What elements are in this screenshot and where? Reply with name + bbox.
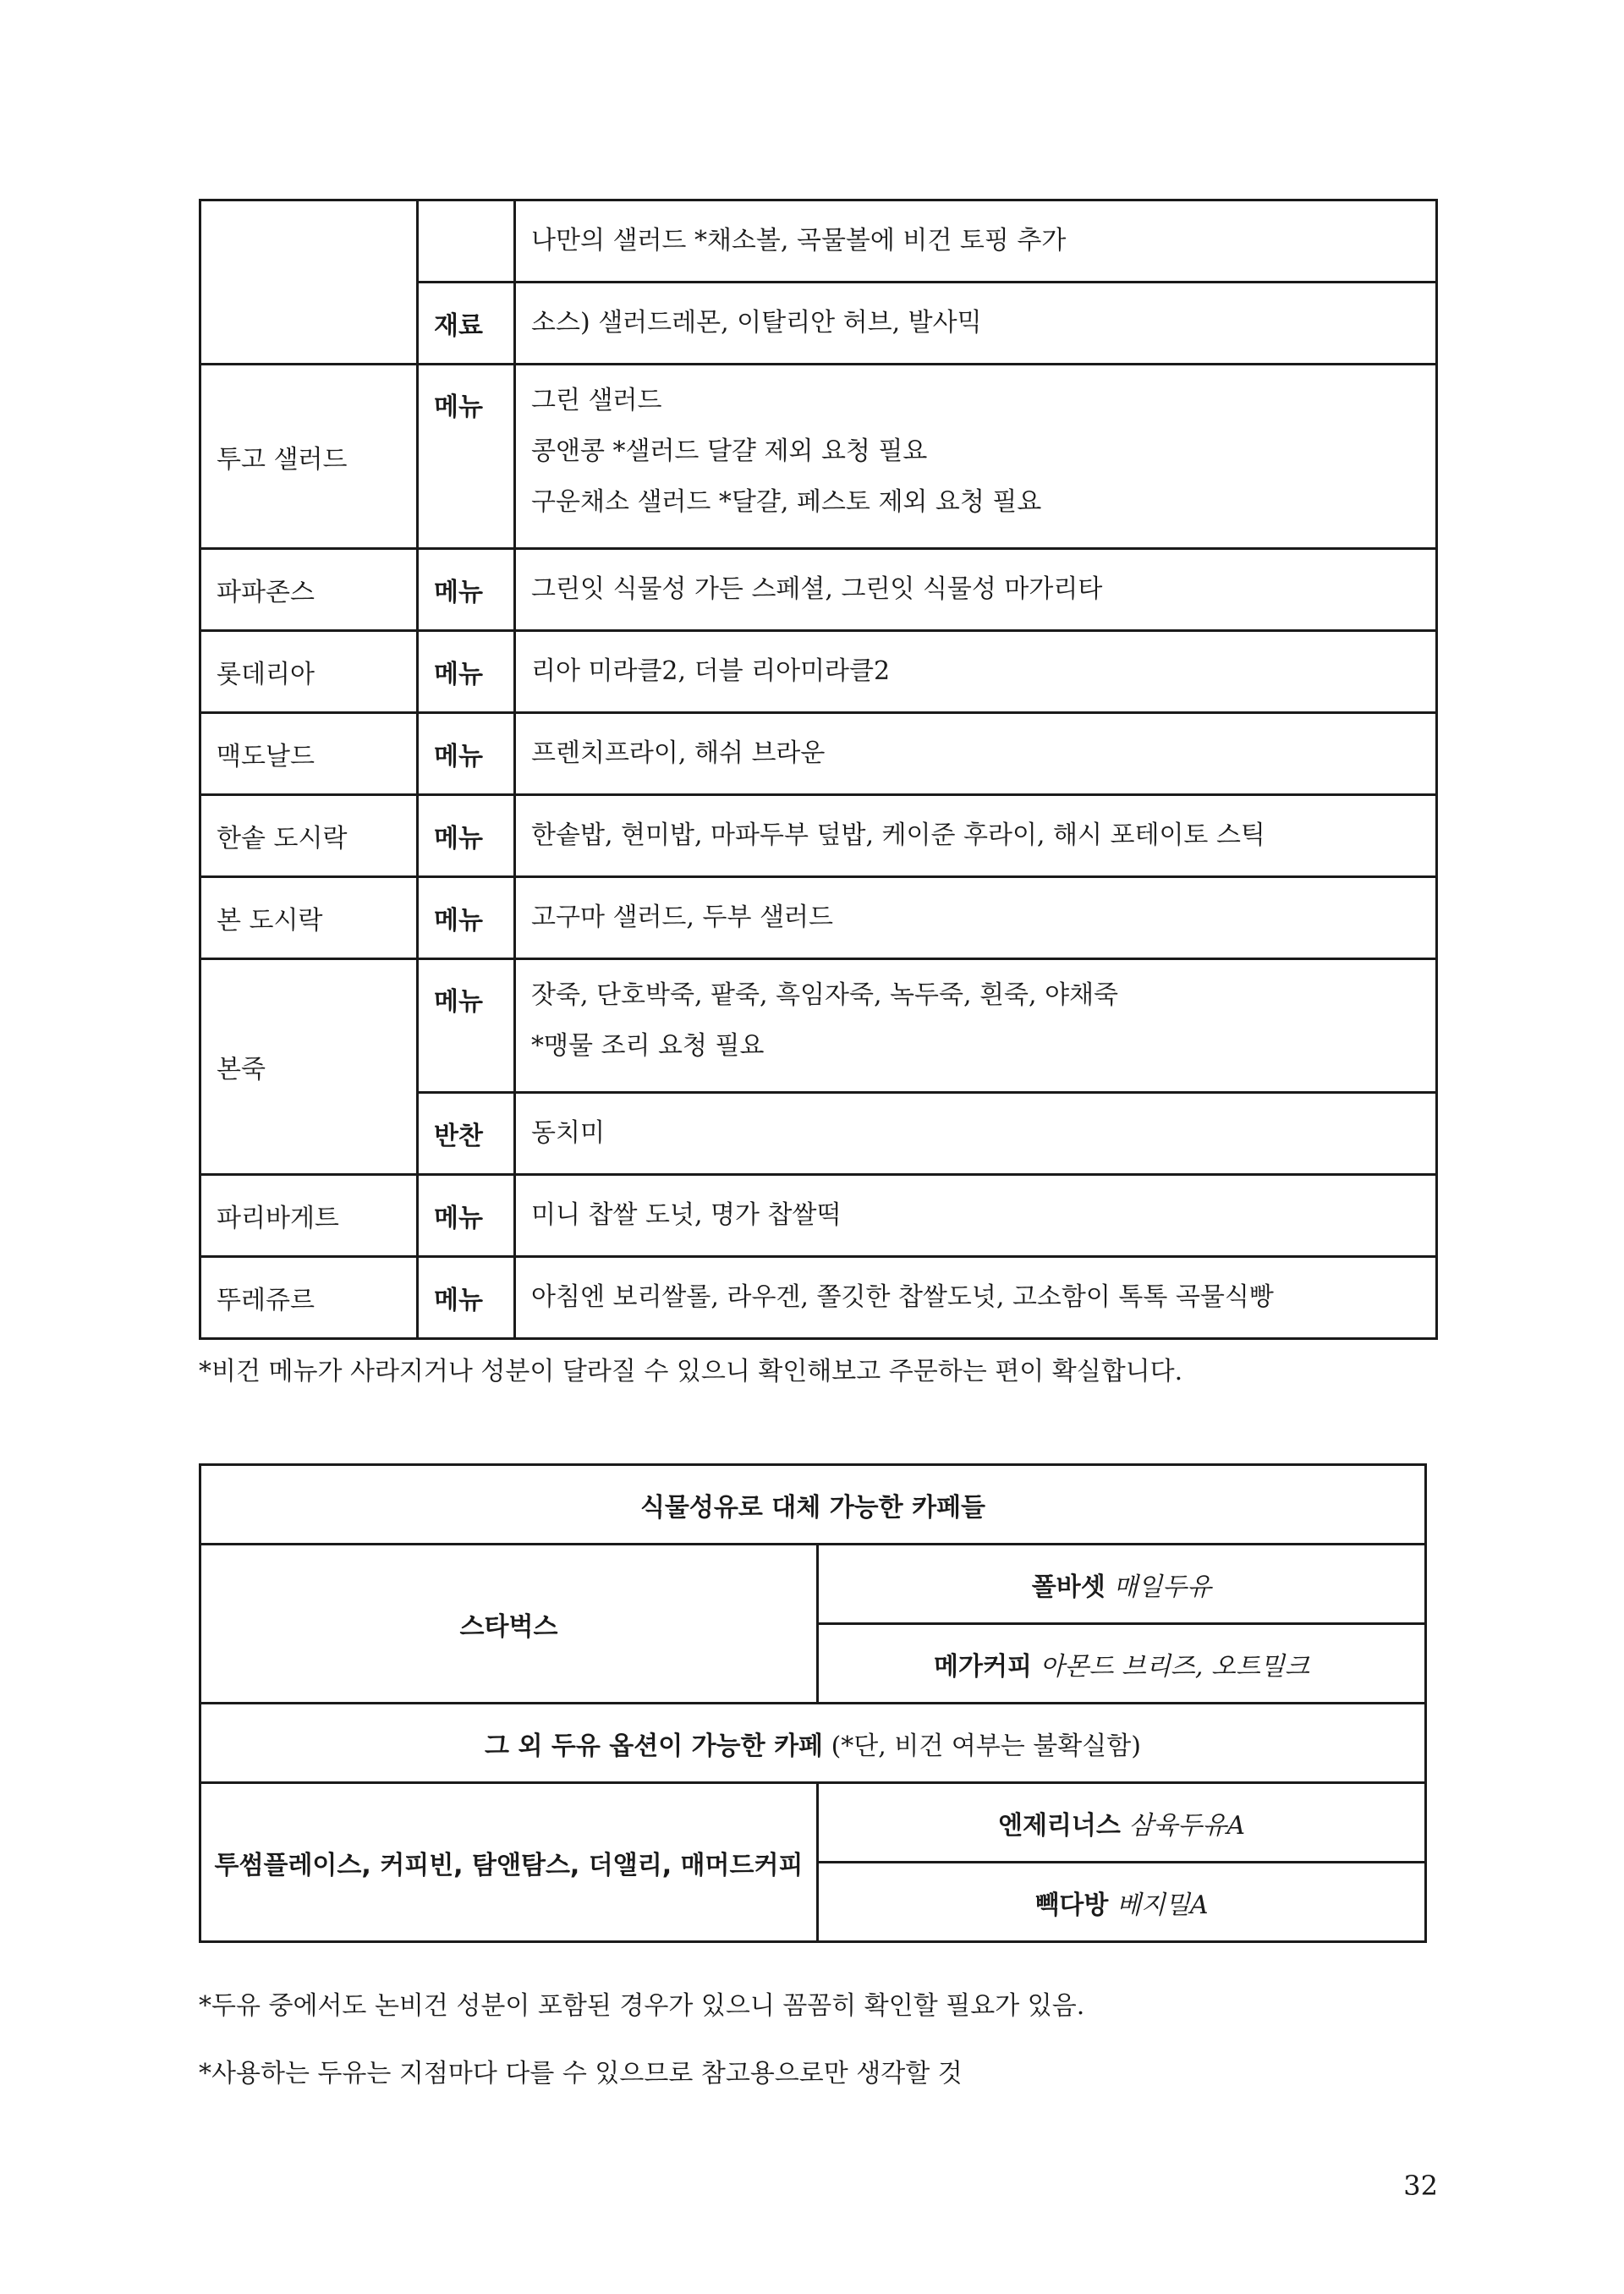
table-row bbox=[200, 1783, 1426, 1863]
menu-cell bbox=[515, 549, 1437, 631]
cafe-milk: 아몬드 브리즈, 오트밀크 bbox=[1040, 1651, 1309, 1682]
menu-cell bbox=[515, 1257, 1437, 1339]
menu-item: 리아 미라클2, 더블 리아미라클2 bbox=[531, 656, 891, 686]
page-number: 32 bbox=[1403, 2170, 1438, 2202]
menu-item: 프렌치프라이, 해쉬 브라운 bbox=[531, 738, 826, 768]
menu-cell bbox=[515, 631, 1437, 713]
menu-item: 구운채소 샐러드 *달걀, 페스토 제외 요청 필요 bbox=[531, 487, 1042, 517]
menu-cell bbox=[515, 365, 1437, 549]
others-header bbox=[200, 1704, 1426, 1783]
cafe-cell bbox=[818, 1624, 1426, 1704]
label-cell: 메뉴 bbox=[418, 1257, 515, 1339]
menu-cell bbox=[515, 1175, 1437, 1257]
label-cell: 메뉴 bbox=[418, 959, 515, 1093]
restaurant-name-cell: 한솥 도시락 bbox=[200, 795, 418, 877]
cafe-milk: 베지밀A bbox=[1116, 1890, 1209, 1920]
plant-milk-cafe-table bbox=[199, 1463, 1427, 1943]
table-row bbox=[200, 549, 1437, 631]
menu-cell bbox=[515, 713, 1437, 795]
cafe-milk: 삼육두유A bbox=[1128, 1810, 1246, 1841]
others-list: 투썸플레이스, 커피빈, 탐앤탐스, 더앨리, 매머드커피 bbox=[200, 1783, 818, 1942]
label-cell: 메뉴 bbox=[418, 631, 515, 713]
restaurant-name-cell: 맥도날드 bbox=[200, 713, 418, 795]
label-cell: 메뉴 bbox=[418, 1175, 515, 1257]
label-cell: 메뉴 bbox=[418, 795, 515, 877]
menu-item: *맹물 조리 요청 필요 bbox=[531, 1031, 765, 1061]
menu-cell bbox=[515, 795, 1437, 877]
table-row bbox=[200, 1257, 1437, 1339]
table-row bbox=[200, 1545, 1426, 1624]
others-title: 그 외 두유 옵션이 가능한 카페 bbox=[485, 1731, 824, 1761]
cafe-cell bbox=[818, 1863, 1426, 1942]
table-row bbox=[200, 1465, 1426, 1545]
cafe-name: 엔제리너스 bbox=[997, 1810, 1121, 1841]
restaurant-name-cell: 롯데리아 bbox=[200, 631, 418, 713]
menu-item: 잣죽, 단호박죽, 팥죽, 흑임자죽, 녹두죽, 흰죽, 야채죽 bbox=[531, 980, 1119, 1010]
cafe-cell bbox=[818, 1783, 1426, 1863]
restaurant-name-cell: 본 도시락 bbox=[200, 877, 418, 959]
label-cell: 재료 bbox=[418, 283, 515, 365]
cafe-note-1: *두유 중에서도 논비건 성분이 포함된 경우가 있으니 꼼꼼히 확인할 필요가 있음. bbox=[199, 1991, 1085, 2021]
menu-item: 콩앤콩 *샐러드 달걀 제외 요청 필요 bbox=[531, 436, 928, 466]
menu-cell bbox=[515, 1093, 1437, 1175]
restaurant-name-cell: 파파존스 bbox=[200, 549, 418, 631]
menu-item: 아침엔 보리쌀롤, 라우겐, 쫄깃한 찹쌀도넛, 고소함이 톡톡 곡물식빵 bbox=[531, 1282, 1274, 1312]
menu-cell bbox=[515, 200, 1437, 283]
menu-item: 한솥밥, 현미밥, 마파두부 덮밥, 케이준 후라이, 해시 포테이토 스틱 bbox=[531, 820, 1265, 850]
restaurant-note: *비건 메뉴가 사라지거나 성분이 달라질 수 있으니 확인해보고 주문하는 편이 확실합니다. bbox=[199, 1357, 1183, 1386]
cafe-table-title: 식물성유로 대체 가능한 카페들 bbox=[200, 1465, 1426, 1545]
menu-cell bbox=[515, 877, 1437, 959]
label-cell bbox=[418, 200, 515, 283]
cafe-name: 메가커피 bbox=[934, 1651, 1032, 1682]
label-cell: 반찬 bbox=[418, 1093, 515, 1175]
menu-cell bbox=[515, 959, 1437, 1093]
cafe-name: 폴바셋 bbox=[1031, 1572, 1106, 1602]
menu-item: 미니 찹쌀 도넛, 명가 찹쌀떡 bbox=[531, 1200, 842, 1230]
label-cell: 메뉴 bbox=[418, 365, 515, 549]
cafe-cell bbox=[818, 1545, 1426, 1624]
cafe-milk: 매일두유 bbox=[1113, 1572, 1212, 1602]
table-row bbox=[200, 1175, 1437, 1257]
table-row bbox=[200, 959, 1437, 1093]
vegan-restaurant-table bbox=[199, 199, 1438, 1340]
menu-item: 동치미 bbox=[531, 1118, 605, 1148]
restaurant-name-cell: 투고 샐러드 bbox=[200, 365, 418, 549]
menu-item: 나만의 샐러드 *채소볼, 곡물볼에 비건 토핑 추가 bbox=[531, 226, 1067, 255]
menu-item: 그린잇 식물성 가든 스페셜, 그린잇 식물성 마가리타 bbox=[531, 574, 1103, 604]
restaurant-name-cell: 파리바게트 bbox=[200, 1175, 418, 1257]
table-row bbox=[200, 1704, 1426, 1783]
menu-cell bbox=[515, 283, 1437, 365]
menu-item: 소스) 샐러드레몬, 이탈리안 허브, 발사믹 bbox=[531, 308, 982, 338]
restaurant-name-cell: 뚜레쥬르 bbox=[200, 1257, 418, 1339]
cafe-name: 빽다방 bbox=[1034, 1890, 1109, 1920]
table-row bbox=[200, 200, 1437, 283]
label-cell: 메뉴 bbox=[418, 877, 515, 959]
label-cell: 메뉴 bbox=[418, 549, 515, 631]
restaurant-name-cell bbox=[200, 200, 418, 365]
menu-item: 고구마 샐러드, 두부 샐러드 bbox=[531, 903, 833, 932]
restaurant-name-cell: 본죽 bbox=[200, 959, 418, 1175]
table-row bbox=[200, 877, 1437, 959]
others-note: (*단, 비건 여부는 불확실함) bbox=[831, 1731, 1141, 1761]
table-row bbox=[200, 631, 1437, 713]
label-cell: 메뉴 bbox=[418, 713, 515, 795]
starbucks-cell: 스타벅스 bbox=[200, 1545, 818, 1704]
cafe-note-2: *사용하는 두유는 지점마다 다를 수 있으므로 참고용으로만 생각할 것 bbox=[199, 2059, 963, 2088]
table-row bbox=[200, 365, 1437, 549]
table-row bbox=[200, 795, 1437, 877]
menu-item: 그린 샐러드 bbox=[531, 386, 662, 415]
table-row bbox=[200, 713, 1437, 795]
